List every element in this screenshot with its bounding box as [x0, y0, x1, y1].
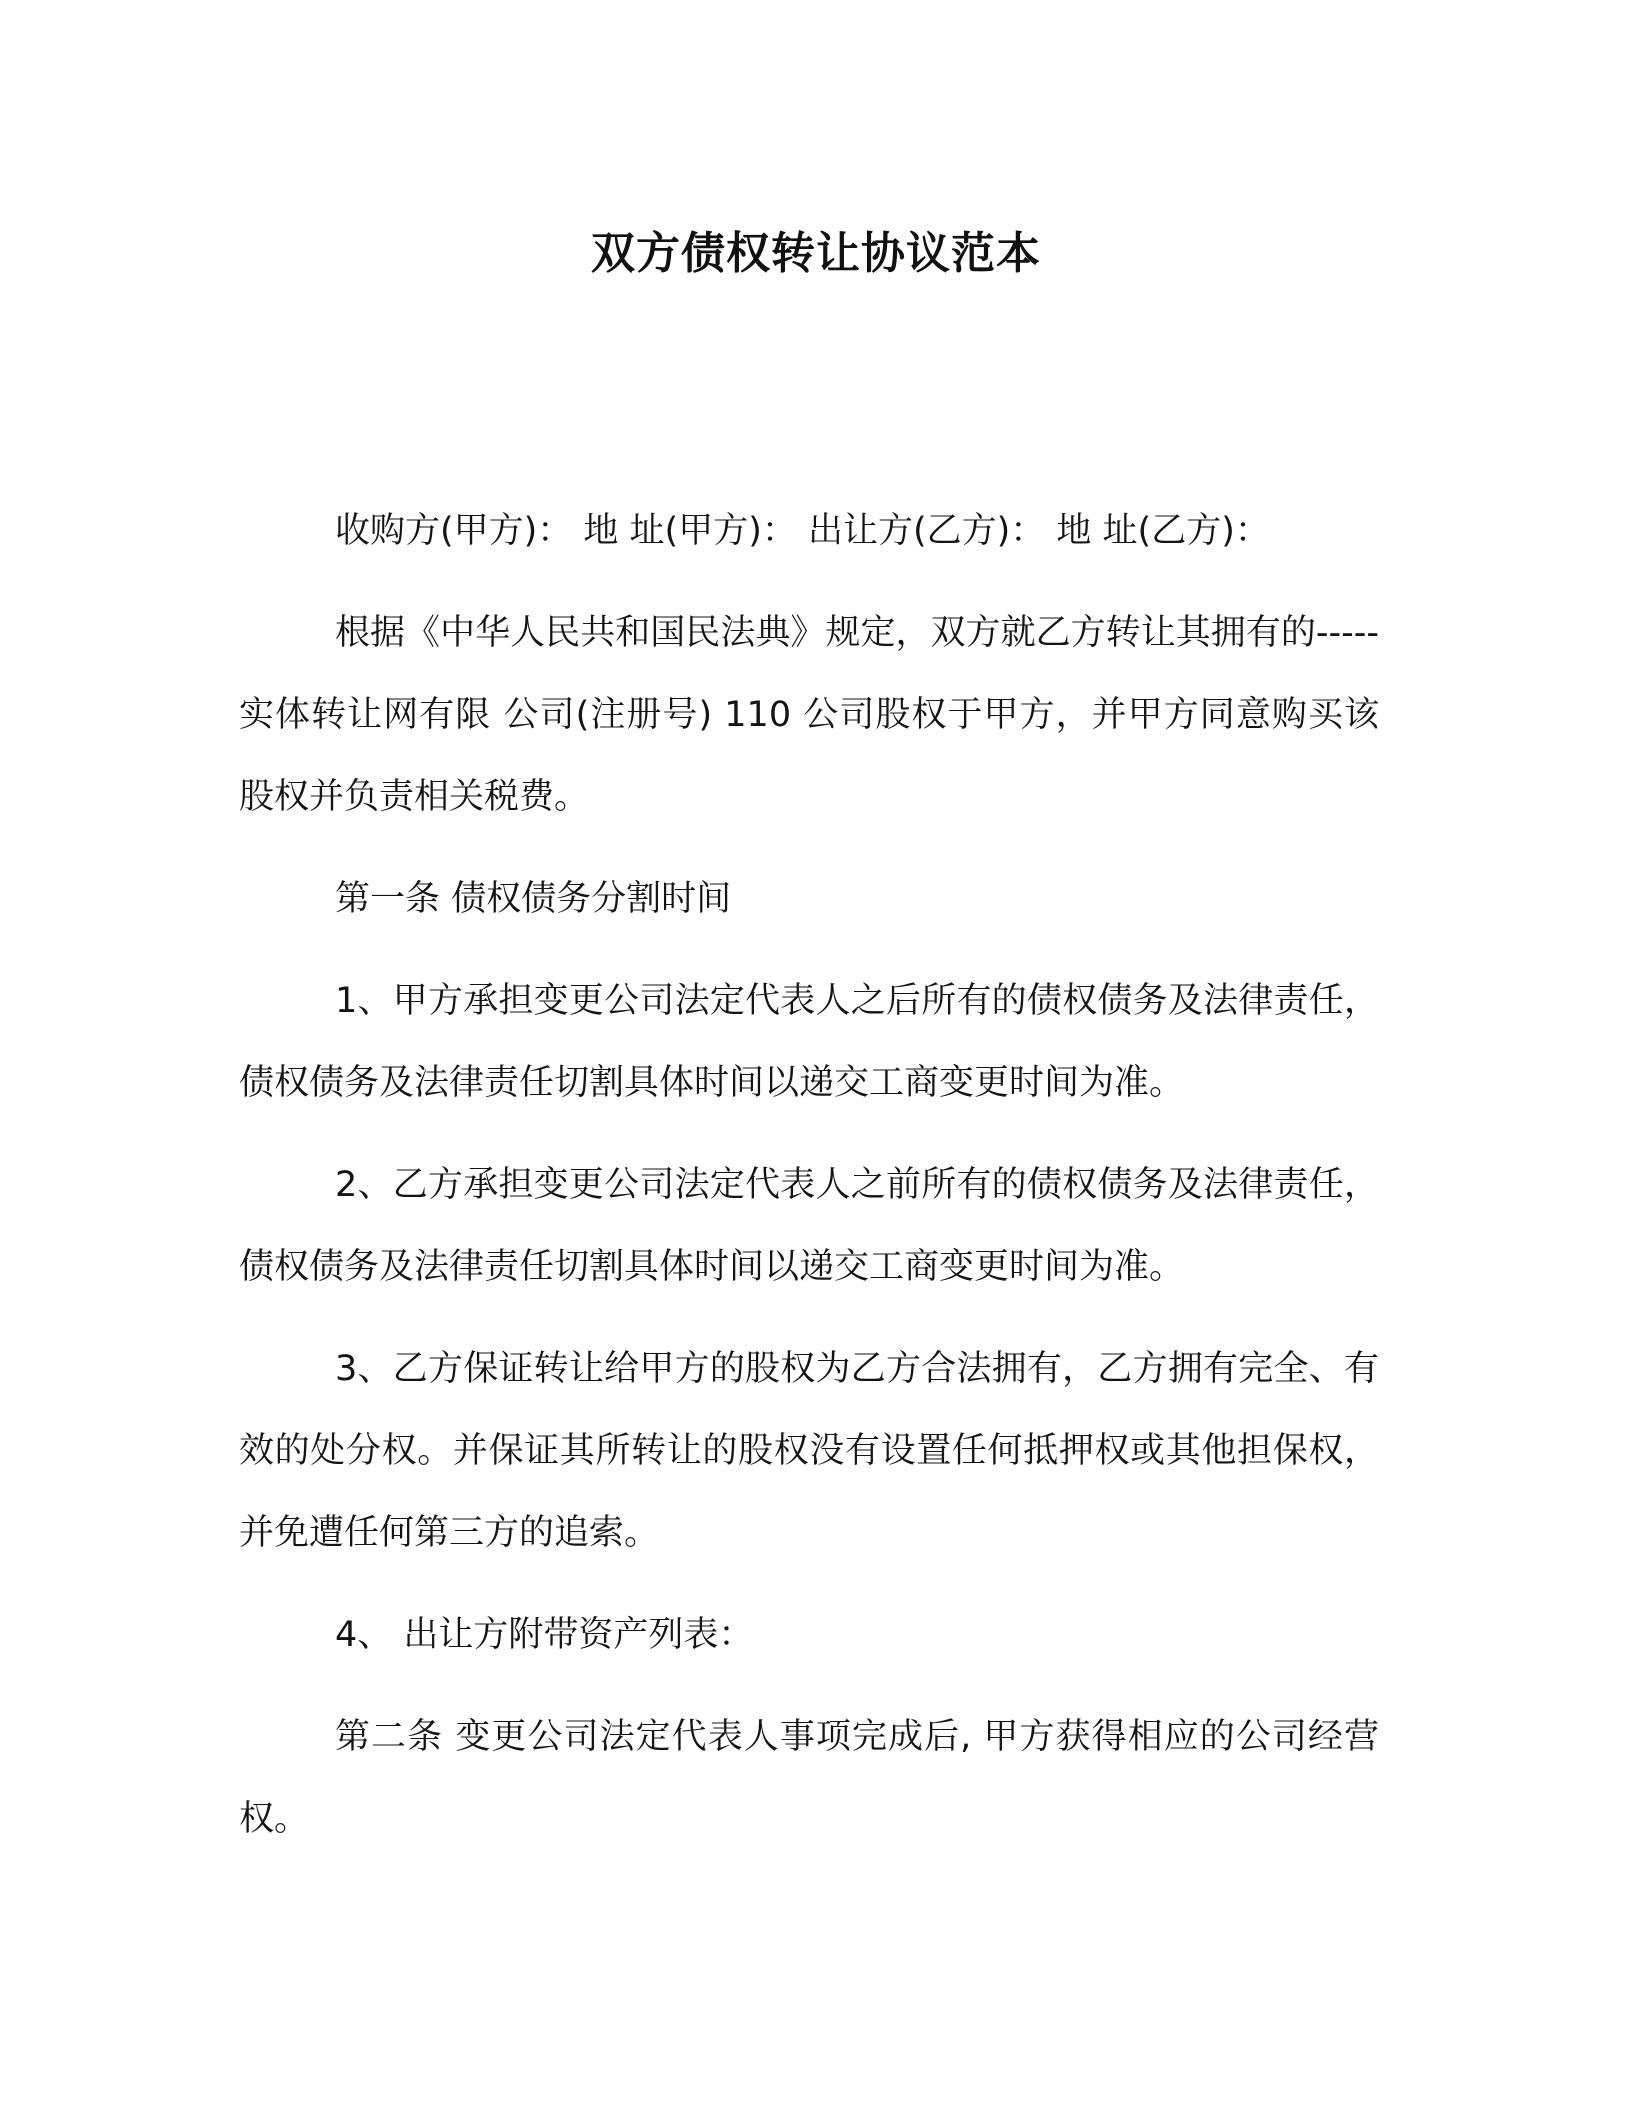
paragraph-parties: 收购方(甲方)： 地 址(甲方)： 出让方(乙方)： 地 址(乙方)：	[335, 511, 1270, 551]
paragraph-clause-4: 4、 出让方附带资产列表：	[335, 1615, 754, 1655]
paragraph-clause-2: 2、乙方承担变更公司法定代表人之前所有的债权债务及法律责任，债权债务及法律责任切割具体时间以递交工商变更时间为准。	[239, 1165, 1379, 1287]
paragraph-clause-1: 1、甲方承担变更公司法定代表人之后所有的债权债务及法律责任，债权债务及法律责任切割具体时间以递交工商变更时间为准。	[239, 981, 1379, 1103]
paragraph-preamble: 根据《中华人民共和国民法典》规定，双方就乙方转让其拥有的-----实体转让网有限 公司(注册号) 110 公司股权于甲方，并甲方同意购买该股权并负责相关税费。	[239, 613, 1379, 817]
document-title: 双方债权转让协议范本	[591, 228, 1041, 279]
document-body	[239, 490, 1379, 1880]
paragraph-article-2: 第二条 变更公司法定代表人事项完成后, 甲方获得相应的公司经营权。	[239, 1717, 1379, 1839]
paragraph-clause-3: 3、乙方保证转让给甲方的股权为乙方合法拥有，乙方拥有完全、有效的处分权。并保证其所转让的股权没有设置任何抵押权或其他担保权，并免遭任何第三方的追索。	[239, 1349, 1379, 1553]
paragraph-article-1-heading: 第一条 债权债务分割时间	[335, 879, 732, 919]
